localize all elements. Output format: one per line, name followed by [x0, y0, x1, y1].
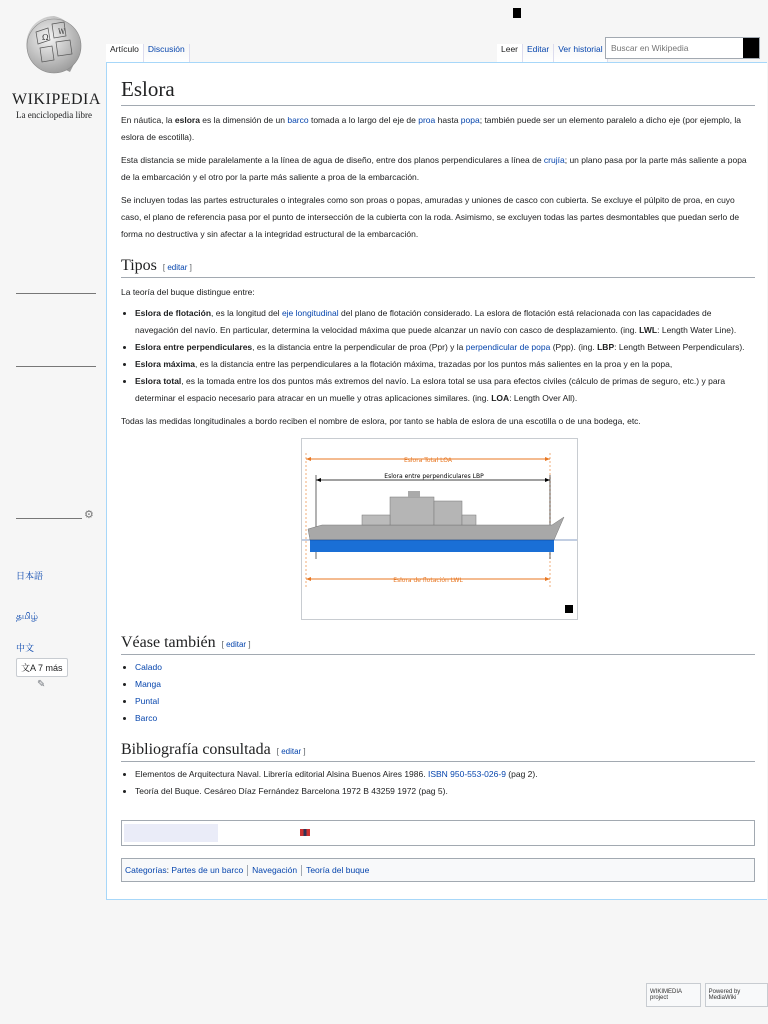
sidebar-divider [16, 366, 96, 367]
bibliography-list [121, 766, 755, 800]
text: En náutica, la [121, 115, 175, 125]
notification-marker [513, 8, 521, 18]
navbox-title-bar [124, 824, 218, 842]
list-item [135, 356, 755, 373]
heading-text: Véase también [121, 634, 216, 651]
pencil-icon[interactable]: ✎ [37, 679, 46, 690]
paragraph: Se incluyen todas las partes estructurales o integrales como son proas o popas, amuradas y uniones de casco con cubierta. Se excluye el púlpito de proa, en cuyo caso, el plano de referencia pasa por el punto de intersección de la cubierta con la roda. Asimismo, se excluyen todas las partes desmontables que puedan serlo de forma no destructiva y sin afectar a la integridad estructural de la embarcación. [121, 195, 740, 239]
link-barco[interactable]: barco [287, 115, 309, 125]
text: Eslora total [135, 376, 182, 386]
search-button[interactable] [743, 38, 759, 58]
content-area [106, 62, 767, 900]
tab-history[interactable]: Ver historial [554, 44, 607, 62]
categories-box [121, 858, 755, 882]
mediawiki-badge[interactable]: Powered by MediaWiki [705, 983, 768, 1007]
text: : Length Water Line). [657, 325, 737, 335]
tab-edit[interactable]: Editar [523, 44, 554, 62]
namespace-tabs [106, 30, 190, 62]
link-proa[interactable]: proa [418, 115, 436, 125]
text: : Length Between Perpendiculars). [614, 342, 745, 352]
list-item [135, 659, 755, 676]
text: ; también puede ser un elemento paralelo a dicho eje (por ejemplo, la eslora de escotilla). [121, 115, 742, 142]
ship-diagram-svg [302, 439, 577, 619]
edit-label[interactable]: editar [167, 263, 188, 272]
tab-article[interactable]: Artículo [106, 44, 144, 62]
section-heading-vease [121, 634, 755, 655]
link-crujia[interactable]: crujía [543, 155, 565, 165]
heading-text: Tipos [121, 257, 157, 274]
svg-text:Ω: Ω [42, 33, 49, 42]
edit-label[interactable]: editar [226, 640, 247, 649]
flag-icon [300, 829, 310, 836]
text: , es la tomada entre los dos puntos más extremos del navío. La eslora total se usa para efectos civiles (cálculo de primas de seguro, etc.) y para determinar el espacio necesario para atracar en un muelle y otras aplicaciones similares. (ing. [135, 376, 726, 403]
heading-text: Bibliografía consultada [121, 741, 271, 758]
link-manga[interactable]: Manga [135, 679, 161, 689]
wikimedia-badge[interactable]: WIKIMEDIA project [646, 983, 701, 1007]
text: del plano de flotación considerado. La eslora de flotación está relacionada con las capacidades de navegación del navío. En particular, determina la velocidad máxima que puede alcanzar un navío con casco de desplazamiento. (ing. [135, 308, 712, 335]
edit-label[interactable]: editar [281, 747, 302, 756]
text: Eslora de flotación [135, 308, 212, 318]
more-languages-label: 7 más [38, 663, 63, 673]
category-link[interactable]: Partes de un barco [171, 865, 244, 875]
view-tabs [497, 30, 608, 62]
text: Eslora máxima [135, 359, 196, 369]
section-heading-tipos [121, 257, 755, 278]
types-list [121, 305, 755, 407]
text: es la dimensión de un [199, 115, 288, 125]
text: hasta [435, 115, 461, 125]
tab-discussion[interactable]: Discusión [144, 44, 190, 62]
text: ; un plano pasa por la parte más saliente a popa de la embarcación y el otro por la parte más saliente a proa de la embarcación. [121, 155, 747, 182]
search-box [605, 37, 760, 59]
more-languages-button[interactable] [16, 658, 68, 677]
tab-read[interactable]: Leer [497, 44, 523, 62]
ship-diagram[interactable] [301, 438, 578, 620]
list-item [135, 766, 755, 783]
list-item: • Teoría del Buque. Cesáreo Díaz Fernández Barcelona 1972 B 43259 1972 (pag 5). [135, 783, 755, 800]
loa-label: Eslora Total LOA [403, 457, 453, 464]
figure-marker [565, 605, 573, 613]
list-item [135, 710, 755, 727]
text: Esta distancia se mide paralelamente a la línea de agua de diseño, entre dos planos perpendiculares a línea de [121, 155, 544, 165]
list-item [135, 305, 755, 339]
text: , es la distancia entre las perpendiculares a la flotación máxima, trazadas por los puntos más salientes en la proa y en la popa, [195, 359, 673, 369]
sidebar-divider [16, 518, 82, 519]
see-also-list [121, 659, 755, 727]
tagline: La enciclopedia libre [16, 110, 92, 120]
link-puntal[interactable]: Puntal [135, 696, 160, 706]
search-input[interactable] [606, 39, 746, 57]
footer-badges [646, 983, 768, 1007]
text: LOA [491, 393, 510, 403]
section-heading-biblio [121, 741, 755, 762]
lang-link-zh[interactable]: 中文 [16, 643, 35, 653]
category-link[interactable]: Navegación [252, 865, 298, 875]
list-item [135, 373, 755, 407]
navbox [121, 820, 755, 846]
list-item [135, 676, 755, 693]
lang-link-ja[interactable]: 日本語 [16, 571, 44, 581]
separator [247, 865, 248, 876]
text: , es la distancia entre la perpendicular de proa (Ppr) y la [252, 342, 466, 352]
category-link[interactable]: Teoría del buque [306, 865, 370, 875]
wikipedia-logo[interactable] [12, 10, 101, 120]
wordmark: WIKIPEDIA [12, 91, 101, 108]
text: LWL [639, 325, 658, 335]
separator [301, 865, 302, 876]
link-popa[interactable]: popa [460, 115, 480, 125]
text: LBP [597, 342, 615, 352]
link-eje-longitudinal[interactable]: eje longitudinal [281, 308, 339, 318]
translate-icon: 文A [21, 663, 39, 673]
link-perpendicular-popa[interactable]: perpendicular de popa [465, 342, 551, 352]
edit-section-link[interactable]: [ editar ] [276, 747, 306, 756]
link-calado[interactable]: Calado [135, 662, 162, 672]
categories-label[interactable]: Categorías [125, 865, 167, 875]
lang-link-ta[interactable]: தமிழ் [16, 611, 38, 621]
text: eslora [174, 115, 200, 125]
edit-section-link[interactable]: [ editar ] [221, 640, 251, 649]
link-isbn[interactable]: ISBN 950-553-026-9 [427, 769, 506, 779]
paragraph: Todas las medidas longitudinales a bordo reciben el nombre de eslora, por tanto se habla de eslora de una escotilla o de una bodega, etc. [121, 416, 641, 426]
text: tomada a lo largo del eje de [308, 115, 419, 125]
text: : Length Over All). [509, 393, 578, 403]
page-title: Eslora [121, 77, 755, 106]
paragraph [121, 152, 755, 186]
paragraph: La teoría del buque distingue entre: [121, 287, 255, 297]
lwl-label: Eslora de flotación LWL [393, 577, 463, 584]
text: Eslora entre perpendiculares [135, 342, 253, 352]
colon: : [166, 865, 169, 875]
text: (pag 2). [505, 769, 538, 779]
link-barco[interactable]: Barco [135, 713, 158, 723]
gear-icon[interactable]: ⚙ [84, 509, 94, 521]
paragraph [121, 112, 755, 146]
svg-text:W: W [58, 28, 66, 36]
list-item [135, 693, 755, 710]
text: , es la longitud del [211, 308, 282, 318]
list-item [135, 339, 755, 356]
edit-section-link[interactable]: [ editar ] [162, 263, 192, 272]
text: (Ppp). (ing. [550, 342, 598, 352]
sidebar-divider [16, 293, 96, 294]
text: Elementos de Arquitectura Naval. Librería editorial Alsina Buenos Aires 1986. [135, 769, 428, 779]
lbp-label: Eslora entre perpendiculares LBP [384, 473, 484, 480]
globe-icon [26, 10, 82, 78]
